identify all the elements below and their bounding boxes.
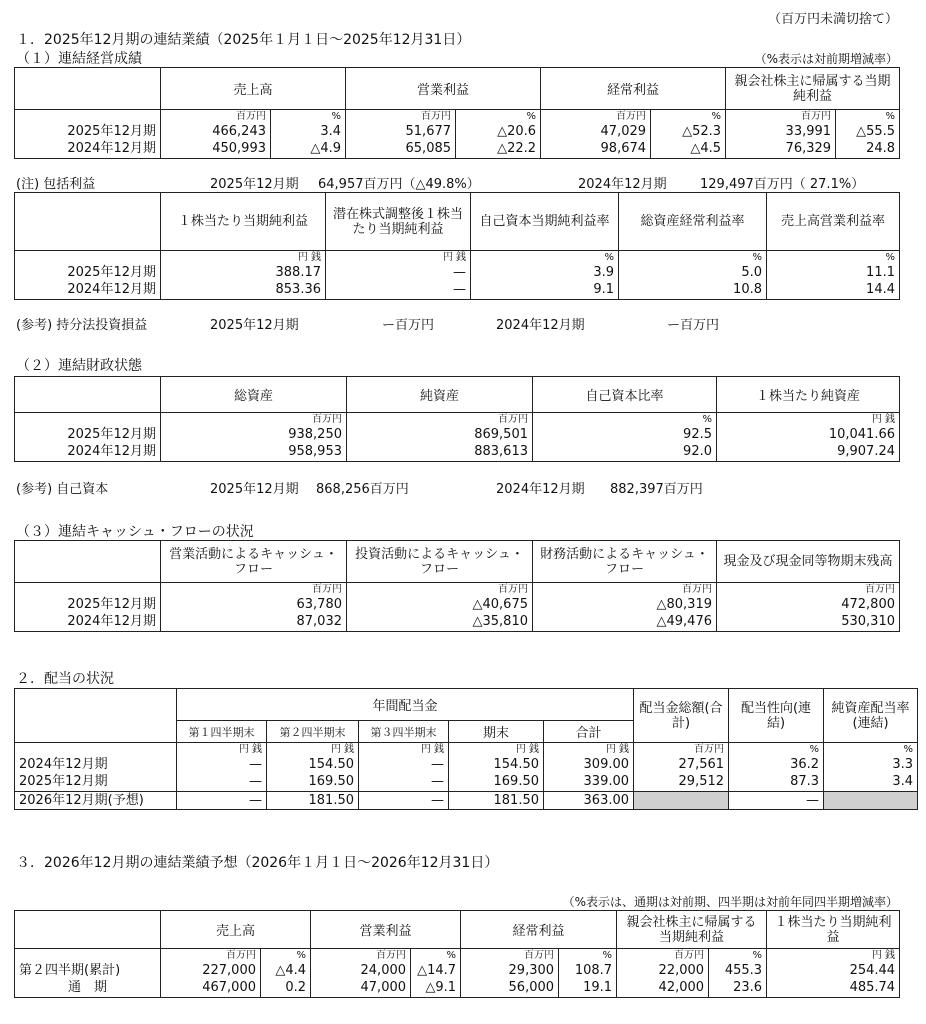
cell: 10.8 xyxy=(619,281,767,299)
unit-cell: % xyxy=(533,413,717,426)
header-total: 合計 xyxy=(544,721,634,743)
unit-cell: % xyxy=(824,743,918,756)
unit-cell: % xyxy=(411,949,461,962)
per-share-table xyxy=(14,192,900,300)
own-capital-value2: 882,397百万円 xyxy=(610,482,703,497)
cell: 87.3 xyxy=(729,773,824,791)
cell: 76,329 xyxy=(726,140,836,158)
cell: 87,032 xyxy=(161,613,347,631)
cell: — xyxy=(359,755,449,773)
cell: 169.50 xyxy=(449,773,544,791)
section3-note: （%表示は、通期は対前期、四半期は対前年同四半期増減率） xyxy=(562,895,898,909)
unit-cell: 百万円 xyxy=(717,583,900,596)
equity-method-value2: ー百万円 xyxy=(667,318,720,333)
cell: 3.9 xyxy=(471,263,619,281)
cell: 467,000 xyxy=(161,979,261,997)
sub1-title: （１）連結経営成績 xyxy=(16,51,142,67)
header-sales: 売上高 xyxy=(161,911,311,949)
unit-cell: 円 銭 xyxy=(267,743,359,756)
header-q1: 第１四半期末 xyxy=(177,721,267,743)
cell: 24,000 xyxy=(311,961,411,979)
row-label: 第２四半期(累計) xyxy=(15,961,161,979)
cell: △22.2 xyxy=(456,140,541,158)
header-q3: 第３四半期末 xyxy=(359,721,449,743)
cell: △52.3 xyxy=(651,122,726,140)
cell: 27,561 xyxy=(634,755,729,773)
section1-title: １．2025年12月期の連結業績（2025年１月１日～2025年12月31日） xyxy=(16,32,471,48)
own-capital-value1: 868,256百万円 xyxy=(316,482,409,497)
cell: △40,675 xyxy=(347,595,533,613)
cell: 23.6 xyxy=(709,979,767,997)
own-capital-period1: 2025年12月期 xyxy=(210,482,299,497)
cell: △4.9 xyxy=(271,140,346,158)
cell: 63,780 xyxy=(161,595,347,613)
cell: 10,041.66 xyxy=(717,425,900,443)
header-net-income: 親会社株主に帰属する当期純利益 xyxy=(726,68,900,110)
unit-cell: % xyxy=(261,949,311,962)
comprehensive-income-period1: 2025年12月期 xyxy=(210,177,299,192)
header-q2: 第２四半期末 xyxy=(267,721,359,743)
cell: 466,243 xyxy=(161,122,271,140)
unit-cell: 百万円 xyxy=(541,110,651,123)
dividends-table xyxy=(14,688,918,810)
financial-position-table xyxy=(14,376,900,462)
sub3-title: （３）連結キャッシュ・フローの状況 xyxy=(16,524,254,540)
cell: 5.0 xyxy=(619,263,767,281)
cell: 3.4 xyxy=(824,773,918,791)
table-row xyxy=(15,425,900,443)
cell: 29,512 xyxy=(634,773,729,791)
unit-cell: % xyxy=(651,110,726,123)
unit-cell: 百万円 xyxy=(311,949,411,962)
cell: 853.36 xyxy=(161,281,326,299)
sub2-title: （２）連結財政状態 xyxy=(16,358,142,374)
header-blank xyxy=(15,68,161,110)
cell: 11.1 xyxy=(767,263,900,281)
sub1-note: （%表示は対前期増減率） xyxy=(754,52,898,66)
cell: 154.50 xyxy=(449,755,544,773)
table-row xyxy=(15,773,918,791)
unit-cell: % xyxy=(836,110,900,123)
row-label: 2024年12月期 xyxy=(15,613,161,631)
cell: 108.7 xyxy=(559,961,617,979)
cell: 24.8 xyxy=(836,140,900,158)
header-roe: 自己資本当期純利益率 xyxy=(471,193,619,251)
unit-cell: % xyxy=(767,251,900,264)
cell: △4.5 xyxy=(651,140,726,158)
row-label: 2025年12月期 xyxy=(15,263,161,281)
cell: △4.4 xyxy=(261,961,311,979)
header-year-end: 期末 xyxy=(449,721,544,743)
unit-cell: 円 銭 xyxy=(161,251,326,264)
cell: 154.50 xyxy=(267,755,359,773)
row-label: 2025年12月期 xyxy=(15,425,161,443)
cell: 450,993 xyxy=(161,140,271,158)
comprehensive-income-value2: 129,497百万円（ 27.1%） xyxy=(700,177,865,192)
cell: 65,085 xyxy=(346,140,456,158)
cell: △35,810 xyxy=(347,613,533,631)
header-financing-cf: 財務活動によるキャッシュ・フロー xyxy=(533,541,717,583)
own-capital-label: (参考) 自己資本 xyxy=(16,482,109,497)
header-operating-profit: 営業利益 xyxy=(311,911,461,949)
cell: 3.4 xyxy=(271,122,346,140)
row-label: 通 期 xyxy=(15,979,161,997)
cell: 98,674 xyxy=(541,140,651,158)
header-total-dividend: 配当金総額(合計) xyxy=(634,689,729,743)
cell: 56,000 xyxy=(461,979,559,997)
unit-cell: 百万円 xyxy=(634,743,729,756)
cell: 869,501 xyxy=(347,425,533,443)
cell: 530,310 xyxy=(717,613,900,631)
cell: 254.44 xyxy=(767,961,900,979)
unit-cell: 円 銭 xyxy=(767,949,900,962)
header-equity-ratio: 自己資本比率 xyxy=(533,377,717,413)
unit-cell: 百万円 xyxy=(161,583,347,596)
header-eps: １株当たり当期純利益 xyxy=(767,911,900,949)
row-label: 2025年12月期 xyxy=(15,773,177,791)
cell: 227,000 xyxy=(161,961,261,979)
cell: 29,300 xyxy=(461,961,559,979)
unit-cell: 百万円 xyxy=(346,110,456,123)
header-doe: 純資産配当率(連結) xyxy=(824,689,918,743)
row-label: 2024年12月期 xyxy=(15,281,161,299)
table-row xyxy=(15,755,918,773)
header-net-income: 親会社株主に帰属する当期純利益 xyxy=(617,911,767,949)
cell: 14.4 xyxy=(767,281,900,299)
unit-cell: % xyxy=(271,110,346,123)
comprehensive-income-label: (注) 包括利益 xyxy=(16,177,96,192)
header-cash-balance: 現金及び現金同等物期末残高 xyxy=(717,541,900,583)
cell: 33,991 xyxy=(726,122,836,140)
unit-cell: 円 銭 xyxy=(359,743,449,756)
cell: 3.3 xyxy=(824,755,918,773)
equity-method-period2: 2024年12月期 xyxy=(496,318,585,333)
header-annual-dividend: 年間配当金 xyxy=(177,689,634,721)
section3-title: ３．2026年12月期の連結業績予想（2026年１月１日～2026年12月31日） xyxy=(16,855,499,871)
cell: 339.00 xyxy=(544,773,634,791)
equity-method-period1: 2025年12月期 xyxy=(210,318,299,333)
row-label: 2025年12月期 xyxy=(15,122,161,140)
cell: 51,677 xyxy=(346,122,456,140)
unit-cell: % xyxy=(456,110,541,123)
header-ordinary-profit: 経常利益 xyxy=(541,68,726,110)
cell: 22,000 xyxy=(617,961,709,979)
operating-results-table xyxy=(14,67,900,159)
cell: 485.74 xyxy=(767,979,900,997)
row-label: 2026年12月期(予想) xyxy=(15,791,177,809)
table-row xyxy=(15,281,900,299)
cell: 388.17 xyxy=(161,263,326,281)
unit-cell: 百万円 xyxy=(726,110,836,123)
header-bps: １株当たり純資産 xyxy=(717,377,900,413)
header-net-assets: 純資産 xyxy=(347,377,533,413)
header-investing-cf: 投資活動によるキャッシュ・フロー xyxy=(347,541,533,583)
unit-cell: % xyxy=(471,251,619,264)
cell: △49,476 xyxy=(533,613,717,631)
unit-cell: 円 銭 xyxy=(177,743,267,756)
cash-flow-table xyxy=(14,540,900,632)
header-operating-profit: 営業利益 xyxy=(346,68,541,110)
cell: 9,907.24 xyxy=(717,443,900,461)
header-operating-cf: 営業活動によるキャッシュ・フロー xyxy=(161,541,347,583)
comprehensive-income-period2: 2024年12月期 xyxy=(578,177,667,192)
cell: 181.50 xyxy=(267,791,359,809)
cell: 36.2 xyxy=(729,755,824,773)
cell: — xyxy=(729,791,824,809)
cell: 938,250 xyxy=(161,425,347,443)
cell: — xyxy=(359,791,449,809)
cell: △80,319 xyxy=(533,595,717,613)
cell-shaded xyxy=(634,791,729,809)
header-total-assets: 総資産 xyxy=(161,377,347,413)
unit-cell: 百万円 xyxy=(617,949,709,962)
unit-cell: % xyxy=(729,743,824,756)
cell: — xyxy=(326,281,471,299)
forecast-table xyxy=(14,910,900,998)
unit-cell: % xyxy=(619,251,767,264)
table-row-forecast xyxy=(15,791,918,809)
header-ordinary-profit: 経常利益 xyxy=(461,911,617,949)
unit-cell: 百万円 xyxy=(533,583,717,596)
cell: 0.2 xyxy=(261,979,311,997)
cell: 169.50 xyxy=(267,773,359,791)
cell: 363.00 xyxy=(544,791,634,809)
row-label: 2025年12月期 xyxy=(15,595,161,613)
cell: 455.3 xyxy=(709,961,767,979)
cell: — xyxy=(177,773,267,791)
equity-method-label: (参考) 持分法投資損益 xyxy=(16,318,148,333)
header-roa: 総資産経常利益率 xyxy=(619,193,767,251)
header-eps: １株当たり当期純利益 xyxy=(161,193,326,251)
unit-cell: 円 銭 xyxy=(717,413,900,426)
cell: 472,800 xyxy=(717,595,900,613)
comprehensive-income-value1: 64,957百万円（△49.8%） xyxy=(318,177,480,192)
rounding-note: （百万円未満切捨て） xyxy=(767,12,898,27)
table-row xyxy=(15,122,900,140)
unit-cell: 円 銭 xyxy=(326,251,471,264)
table-row xyxy=(15,961,900,979)
table-row xyxy=(15,979,900,997)
cell: — xyxy=(326,263,471,281)
unit-cell: 円 銭 xyxy=(449,743,544,756)
unit-cell: % xyxy=(559,949,617,962)
own-capital-period2: 2024年12月期 xyxy=(496,482,585,497)
cell: 19.1 xyxy=(559,979,617,997)
cell: 958,953 xyxy=(161,443,347,461)
table-row xyxy=(15,263,900,281)
header-operating-margin: 売上高営業利益率 xyxy=(767,193,900,251)
cell: △9.1 xyxy=(411,979,461,997)
header-sales: 売上高 xyxy=(161,68,346,110)
unit-cell: 百万円 xyxy=(161,949,261,962)
header-payout-ratio: 配当性向(連結) xyxy=(729,689,824,743)
table-row xyxy=(15,613,900,631)
cell: △20.6 xyxy=(456,122,541,140)
unit-cell: 百万円 xyxy=(461,949,559,962)
unit-cell: 百万円 xyxy=(161,413,347,426)
row-label: 2024年12月期 xyxy=(15,755,177,773)
table-row xyxy=(15,443,900,461)
unit-cell: 百万円 xyxy=(347,413,533,426)
cell: △55.5 xyxy=(836,122,900,140)
cell: 181.50 xyxy=(449,791,544,809)
unit-cell: 円 銭 xyxy=(544,743,634,756)
row-label: 2024年12月期 xyxy=(15,443,161,461)
cell: 47,029 xyxy=(541,122,651,140)
cell: — xyxy=(359,773,449,791)
cell: — xyxy=(177,791,267,809)
unit-cell: % xyxy=(709,949,767,962)
unit-cell: 百万円 xyxy=(347,583,533,596)
unit-cell: 百万円 xyxy=(161,110,271,123)
section2-title: ２．配当の状況 xyxy=(16,671,114,687)
equity-method-value1: ー百万円 xyxy=(382,318,435,333)
cell: 47,000 xyxy=(311,979,411,997)
cell: 9.1 xyxy=(471,281,619,299)
table-row xyxy=(15,595,900,613)
row-label: 2024年12月期 xyxy=(15,140,161,158)
cell: 92.5 xyxy=(533,425,717,443)
table-row xyxy=(15,140,900,158)
cell: 42,000 xyxy=(617,979,709,997)
cell-shaded xyxy=(824,791,918,809)
cell: 883,613 xyxy=(347,443,533,461)
cell: △14.7 xyxy=(411,961,461,979)
cell: 309.00 xyxy=(544,755,634,773)
header-diluted-eps: 潜在株式調整後１株当たり当期純利益 xyxy=(326,193,471,251)
cell: 92.0 xyxy=(533,443,717,461)
cell: — xyxy=(177,755,267,773)
